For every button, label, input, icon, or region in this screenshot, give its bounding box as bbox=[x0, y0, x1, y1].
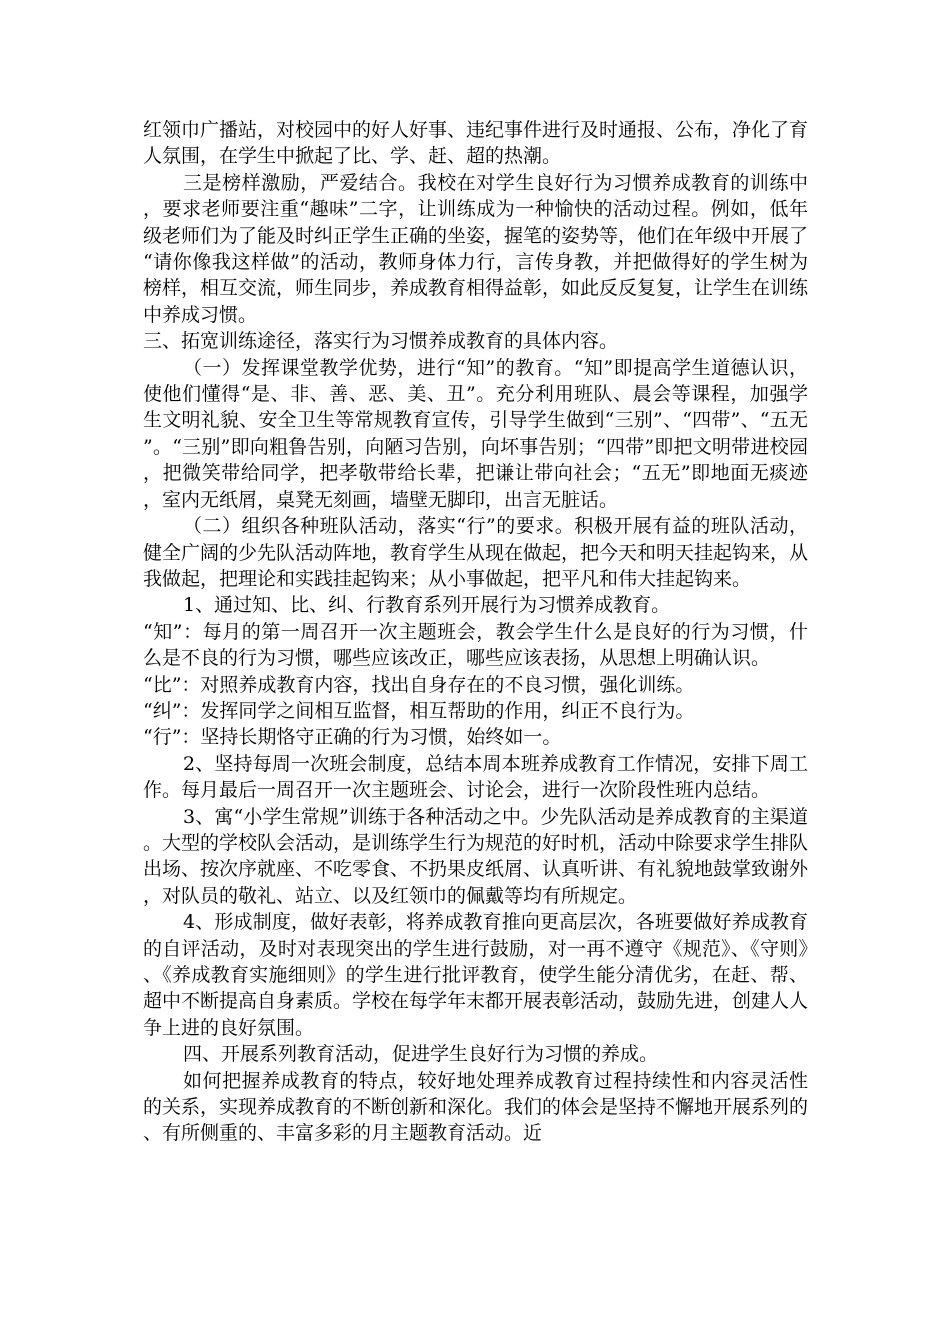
paragraph-1: 红领巾广播站，对校园中的好人好事、违纪事件进行及时通报、公布，净化了育人氛围，在学生中掀起了比、学、赶、超的热潮。 bbox=[143, 119, 809, 168]
paragraph-2: 三是榜样激励，严爱结合。我校在对学生良好行为习惯养成教育的训练中，要求老师要注重“趣味”二字，让训练成为一种愉快的活动过程。例如，低年级老师们为了能及时纠正学生正确的坐姿，握笔的姿势等，他们在年级中开展了“请你像我这样做”的活动，教师身体力行，言传身教，并把做得好的学生树为榜样，相互交流，师生同步，养成教育相得益彰，如此反反复复，让学生在训练中养成习惯。 bbox=[143, 171, 809, 326]
list-item-3: 3、寓“小学生常规”训练于各种活动之中。少先队活动是养成教育的主渠道。大型的学校队会活动，是训练学生行为规范的好时机，活动中除要求学生排队出场、按次序就座、不吃零食、不扔果皮纸屑、认真听讲、有礼貌地鼓掌致谢外，对队员的敬礼、站立、以及红领巾的佩戴等均有所规定。 bbox=[143, 805, 809, 907]
paragraph-bi: “比”：对照养成教育内容，找出自身存在的不良习惯，强化训练。 bbox=[143, 673, 695, 696]
section-heading-4: 四、开展系列教育活动，促进学生良好行为习惯的养成。 bbox=[183, 1043, 659, 1066]
document-body bbox=[143, 117, 808, 1147]
paragraph-4: （一）发挥课堂教学优势，进行“知”的教育。“知”即提高学生道德认识，使他们懂得“是、非、善、恶、美、丑”。充分利用班队、晨会等课程，加强学生文明礼貌、安全卫生等常规教育宣传，引导学生做到“三别”、“四带”、“五无”。“三别”即向粗鲁告别，向陋习告别，向坏事告别；“四带”即把文明带进校园，把微笑带给同学，把孝敬带给长辈，把谦让带向社会；“五无”即地面无痰迹，室内无纸屑，桌凳无刻画，墙壁无脚印，出言无脏话。 bbox=[143, 356, 808, 511]
section-heading-3: 三、拓宽训练途径，落实行为习惯养成教育的具体内容。 bbox=[143, 330, 619, 353]
list-item-4: 4、形成制度，做好表彰，将养成教育推向更高层次，各班要做好养成教育的自评活动，及时对表现突出的学生进行鼓励，对一再不遵守《规范》、《守则》、《养成教育实施细则》的学生进行批评教育，使学生能分清优劣，在赶、帮、超中不断提高自身素质。学校在每学年末都开展表彰活动，鼓励先进，创建人人争上进的良好氛围。 bbox=[143, 911, 809, 1039]
paragraph-5: （二）组织各种班队活动，落实“行”的要求。积极开展有益的班队活动，健全广阔的少先队活动阵地，教育学生从现在做起，把今天和明天挂起钩来，从我做起，把理论和实践挂起钩来；从小事做起，把平凡和伟大挂起钩来。 bbox=[143, 515, 809, 590]
paragraph-final: 如何把握养成教育的特点，较好地处理养成教育过程持续性和内容灵活性的关系，实现养成教育的不断创新和深化。我们的体会是坚持不懈地开展系列的、有所侧重的、丰富多彩的月主题教育活动。近 bbox=[143, 1069, 809, 1145]
list-item-2: 2、坚持每周一次班会制度，总结本周本班养成教育工作情况，安排下周工作。每月最后一周召开一次主题班会、讨论会，进行一次阶段性班内总结。 bbox=[143, 752, 808, 802]
paragraph-zhi: “知”：每月的第一周召开一次主题班会，教会学生什么是良好的行为习惯，什么是不良的行为习惯，哪些应该改正，哪些应该表扬，从思想上明确认识。 bbox=[143, 620, 808, 670]
paragraph-xing: “行”：坚持长期恪守正确的行为习惯，始终如一。 bbox=[143, 726, 562, 749]
list-item-1: 1、通过知、比、纠、行教育系列开展行为习惯养成教育。 bbox=[183, 594, 671, 617]
paragraph-jiu: “纠”：发挥同学之间相互监督，相互帮助的作用，纠正不良行为。 bbox=[143, 699, 695, 722]
